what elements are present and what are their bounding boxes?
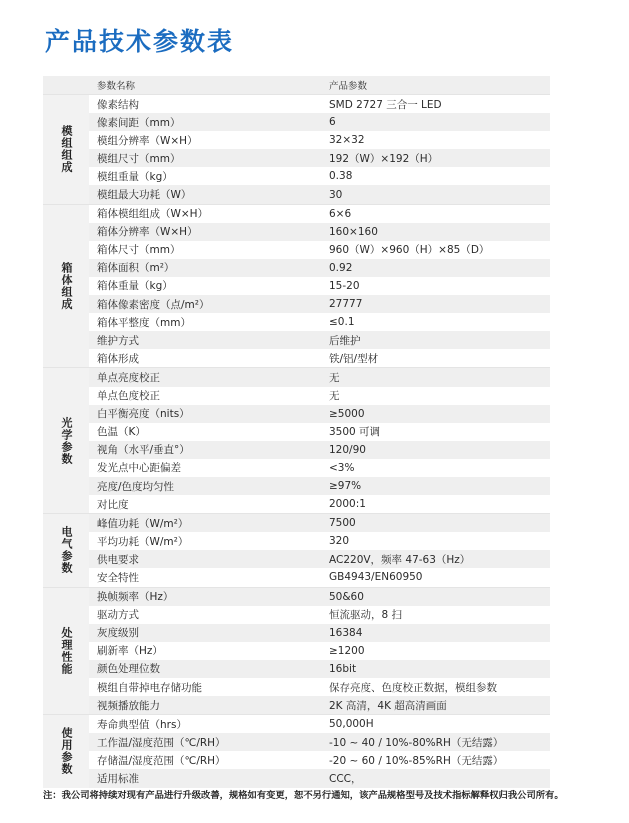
param-value: GB4943/EN60950: [329, 571, 423, 584]
param-name: 箱体像素密度（点/m²）: [97, 298, 210, 311]
group-category-cell: [43, 368, 89, 513]
param-value: ≤0.1: [329, 316, 355, 329]
footnote: 注：我公司将持续对现有产品进行升级改善，规格如有变更，恕不另行通知，该产品规格型号及技术指标解释权归我公司所有。: [43, 790, 564, 801]
param-name: 箱体形成: [97, 352, 139, 365]
table-row: [89, 423, 550, 441]
param-name: 寿命典型值（hrs）: [97, 718, 187, 731]
spec-group: [43, 513, 550, 586]
param-value: SMD 2727 三合一 LED: [329, 98, 442, 111]
param-name: 安全特性: [97, 571, 139, 584]
param-value: 2000:1: [329, 498, 366, 511]
param-value-header: 产品参数: [329, 81, 368, 92]
table-row: [89, 642, 550, 660]
table-row: [89, 715, 550, 733]
param-name: 白平衡亮度（nits）: [97, 408, 190, 421]
group-category-label: 使用参数: [60, 727, 73, 776]
param-name: 箱体平整度（mm）: [97, 316, 191, 329]
table-row: [89, 441, 550, 459]
page-title: 产品技术参数表: [45, 27, 235, 56]
param-name: 箱体重量（kg）: [97, 280, 173, 293]
param-name: 颜色处理位数: [97, 663, 160, 676]
param-value: 铁/铝/型材: [329, 352, 379, 365]
spec-group: [43, 204, 550, 368]
table-row: [89, 368, 550, 386]
param-name: 箱体面积（m²）: [97, 262, 175, 275]
param-name-header: 参数名称: [97, 81, 136, 92]
table-row: [89, 624, 550, 642]
table-row: [89, 733, 550, 751]
param-value: 无: [329, 390, 340, 403]
spec-group: [43, 714, 550, 787]
param-value: 0.92: [329, 261, 353, 274]
group-category-label: 电气参数: [60, 526, 73, 575]
group-category-label: 模组组成: [60, 125, 73, 174]
param-name: 视角（水平/垂直°）: [97, 444, 190, 457]
table-row: [89, 568, 550, 586]
table-row: [89, 313, 550, 331]
param-name: 驱动方式: [97, 609, 139, 622]
param-value: 16bit: [329, 662, 357, 675]
param-name: 单点色度校正: [97, 390, 160, 403]
spec-group: [43, 367, 550, 513]
param-value: 320: [329, 535, 350, 548]
table-row: [89, 349, 550, 367]
param-name: 单点亮度校正: [97, 371, 160, 384]
param-value: 30: [329, 188, 343, 201]
table-row: [89, 331, 550, 349]
param-value: ≥97%: [329, 480, 362, 493]
group-category-cell: [43, 95, 89, 204]
table-row: [89, 387, 550, 405]
table-row: [89, 295, 550, 313]
group-category-label: 箱体组成: [60, 261, 73, 310]
table-row: [89, 149, 550, 167]
param-name: 模组尺寸（mm）: [97, 152, 181, 165]
table-header: [43, 76, 550, 94]
param-value: 120/90: [329, 443, 366, 456]
param-value: 3500 可调: [329, 426, 381, 439]
group-category-label: 光学参数: [60, 416, 73, 465]
param-value: 16384: [329, 626, 363, 639]
param-value: AC220V，频率 47-63（Hz）: [329, 553, 471, 566]
param-name: 发光点中心距偏差: [97, 462, 181, 475]
param-name: 模组自带掉电存储功能: [97, 681, 202, 694]
param-value: 15-20: [329, 279, 360, 292]
table-row: [89, 678, 550, 696]
param-name: 视频播放能力: [97, 699, 160, 712]
param-value: 恒流驱动，8 扫: [329, 609, 403, 622]
param-value: 6: [329, 116, 336, 129]
table-row: [89, 751, 550, 769]
param-value: 7500: [329, 517, 356, 530]
param-value: 32×32: [329, 134, 365, 147]
param-value: CCC，: [329, 773, 362, 786]
param-name: 模组分辨率（W×H）: [97, 134, 198, 147]
param-name: 像素间距（mm）: [97, 116, 181, 129]
param-name: 模组最大功耗（W）: [97, 189, 192, 202]
param-value: 50&60: [329, 590, 364, 603]
table-row: [89, 606, 550, 624]
param-name: 适用标准: [97, 773, 139, 786]
table-row: [89, 405, 550, 423]
table-row: [89, 769, 550, 787]
table-row: [89, 550, 550, 568]
table-row: [89, 277, 550, 295]
param-name: 平均功耗（W/m²）: [97, 535, 189, 548]
group-category-label: 处理性能: [60, 626, 73, 675]
param-name: 工作温/湿度范围（℃/RH）: [97, 736, 226, 749]
param-value: <3%: [329, 461, 355, 474]
param-value: 2K 高清，4K 超高清画面: [329, 699, 447, 712]
table-row: [89, 459, 550, 477]
spec-group: [43, 94, 550, 204]
param-value: 27777: [329, 298, 363, 311]
param-value: 192（W）×192（H）: [329, 152, 439, 165]
param-name: 峰值功耗（W/m²）: [97, 517, 189, 530]
param-name: 对比度: [97, 498, 129, 511]
table-row: [89, 514, 550, 532]
param-value: 160×160: [329, 225, 378, 238]
table-row: [89, 95, 550, 113]
table-row: [89, 477, 550, 495]
param-value: 6×6: [329, 207, 352, 220]
param-name: 像素结构: [97, 98, 139, 111]
table-row: [89, 532, 550, 550]
param-name: 箱体分辨率（W×H）: [97, 226, 198, 239]
param-value: 保存亮度、色度校正数据，模组参数: [329, 681, 497, 694]
table-row: [89, 131, 550, 149]
param-value: 后维护: [329, 334, 361, 347]
param-name: 存储温/湿度范围（℃/RH）: [97, 754, 226, 767]
param-value: ≥5000: [329, 407, 365, 420]
table-row: [89, 185, 550, 203]
param-name: 供电要求: [97, 553, 139, 566]
param-name: 色温（K）: [97, 426, 146, 439]
table-row: [89, 696, 550, 714]
param-name: 换帧频率（Hz）: [97, 591, 174, 604]
table-row: [89, 588, 550, 606]
group-category-cell: [43, 205, 89, 368]
param-name: 灰度级别: [97, 627, 139, 640]
table-row: [89, 205, 550, 223]
param-name: 箱体模组组成（W×H）: [97, 208, 209, 221]
param-name: 维护方式: [97, 334, 139, 347]
param-name: 模组重量（kg）: [97, 170, 173, 183]
spec-group: [43, 587, 550, 715]
table-row: [89, 223, 550, 241]
param-value: 无: [329, 371, 340, 384]
table-row: [89, 167, 550, 185]
param-value: 50,000H: [329, 718, 374, 731]
table-row: [89, 259, 550, 277]
param-name: 刷新率（Hz）: [97, 645, 163, 658]
param-value: ≥1200: [329, 644, 365, 657]
group-category-cell: [43, 715, 89, 787]
param-value: 0.38: [329, 170, 353, 183]
table-row: [89, 241, 550, 259]
group-category-cell: [43, 588, 89, 715]
param-value: -20 ~ 60 / 10%-85%RH（无结露）: [329, 754, 504, 767]
param-value: -10 ~ 40 / 10%-80%RH（无结露）: [329, 736, 504, 749]
param-value: 960（W）×960（H）×85（D）: [329, 244, 490, 257]
table-row: [89, 113, 550, 131]
spec-table: [43, 76, 550, 788]
param-name: 箱体尺寸（mm）: [97, 244, 181, 257]
group-category-cell: [43, 514, 89, 586]
table-row: [89, 495, 550, 513]
table-body: [43, 94, 550, 788]
table-row: [89, 660, 550, 678]
param-name: 亮度/色度均匀性: [97, 480, 175, 493]
